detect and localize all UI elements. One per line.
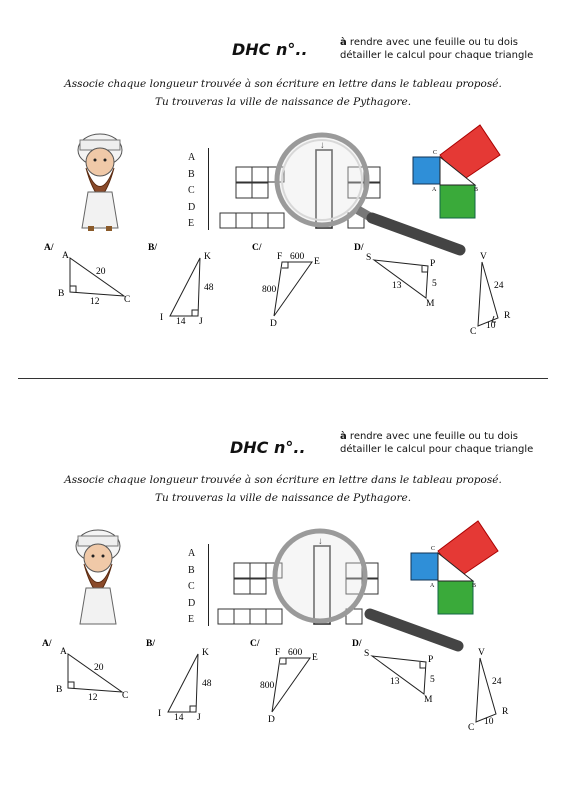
vertex-p-2: P [428,655,434,665]
vertex-c-2: C [122,691,129,701]
row-label-d: D [188,201,196,213]
vertex-a: A [62,251,69,261]
vertex-c2: C [470,327,477,337]
worksheet-top [0,0,566,380]
vertex-f: F [277,252,283,262]
pythagoras-squares-diagram-2 [411,521,498,614]
square-label-b-2: B [472,583,477,589]
vertex-i: I [160,313,164,323]
triangle-e [478,262,498,326]
vertex-a-2: A [60,647,67,657]
worksheet-title-2: DHC n°.. [230,438,306,457]
vertex-r-2: R [502,707,509,717]
triangle-d-label-2: D/ [352,639,362,649]
note-line2: détailler le calcul pour chaque triangle [340,50,534,61]
note-line1: rendre avec une feuille ou tu dois [346,37,518,48]
vertex-f-2: F [275,648,281,658]
vertex-r: R [504,311,511,321]
triangle-b-label: B/ [148,243,157,253]
square-label-c: C [433,150,438,156]
row-label-e-2: E [188,614,195,625]
vertex-b: B [58,289,65,299]
vertex-d: D [270,319,277,329]
triangle-a-label-2: A/ [42,639,52,649]
note-bold: à [340,37,347,48]
length-rc-2: 10 [484,717,494,727]
length-fd-2: 800 [260,681,275,691]
vertex-v: V [480,252,487,262]
note-line2-2: détailler le calcul pour chaque triangle [340,444,534,455]
vertex-c: C [124,295,131,305]
length-sm: 13 [392,281,402,291]
vertex-b-2: B [56,685,63,695]
square-label-c-2: C [431,546,436,552]
worksheet-graphics-bottom [0,400,566,780]
length-fe: 600 [290,252,305,262]
vertex-e-2: E [312,653,318,663]
vertex-k-2: K [202,648,209,658]
square-label-b: B [474,187,479,193]
instruction-line2-2: Tu trouveras la ville de naissance de Pythagore. [154,492,412,504]
triangle-c [274,262,312,316]
vertex-i-2: I [158,709,162,719]
row-label-e: E [188,218,195,229]
row-label-c-2: C [188,581,195,592]
instruction-line1-2: Associe chaque longueur trouvée à son écriture en lettre dans le tableau proposé. [64,474,502,486]
length-ac: 20 [96,267,106,277]
worksheet-bottom [0,400,566,780]
pythagoras-illustration-2 [76,530,120,624]
length-vr: 24 [494,281,504,291]
length-bc-2: 12 [88,693,98,703]
vertex-m: M [426,299,435,309]
vertex-e: E [314,257,320,267]
length-ij: 14 [176,317,186,327]
note-bold-2: à [340,431,347,442]
row-label-a-2: A [188,548,196,559]
triangle-a-label: A/ [44,243,54,253]
vertex-s: S [366,253,372,263]
triangle-c-label-2: C/ [250,639,260,649]
length-fd: 800 [262,285,277,295]
row-label-b-2: B [188,564,195,576]
square-label-a-2: A [430,583,435,589]
triangle-d [374,260,428,298]
vertex-m-2: M [424,695,433,705]
cut-line [18,378,548,379]
length-bc: 12 [90,297,100,307]
triangle-c-label: C/ [252,243,262,253]
instruction-line2: Tu trouveras la ville de naissance de Pythagore. [154,96,412,108]
pythagoras-squares-diagram [413,125,500,218]
instruction-line1: Associe chaque longueur trouvée à son écriture en lettre dans le tableau proposé. [64,78,502,90]
vertex-j: J [199,317,203,327]
vertex-d-2: D [268,715,275,725]
length-ac-2: 20 [94,663,104,673]
length-rc: 10 [486,321,496,331]
blue-square [413,157,440,184]
pythagoras-illustration [78,134,122,231]
triangle-a [70,258,124,296]
vertex-p: P [430,259,436,269]
length-vr-2: 24 [492,677,502,687]
length-sm-2: 13 [390,677,400,687]
worksheet-graphics-top [0,0,566,380]
vertex-s-2: S [364,649,370,659]
worksheet-title: DHC n°.. [232,40,308,59]
triangle-b [170,258,200,316]
vertex-v-2: V [478,648,485,658]
length-pm: 5 [432,279,437,289]
row-label-d-2: D [188,597,196,609]
row-label-a: A [188,152,196,163]
row-label-b: B [188,168,195,180]
length-fe-2: 600 [288,648,303,658]
green-square [440,185,475,218]
length-kj-2: 48 [202,679,212,689]
note-line1-2: rendre avec une feuille ou tu dois [346,431,518,442]
vertex-k: K [204,252,211,262]
triangle-b-label-2: B/ [146,639,155,649]
length-pm-2: 5 [430,675,435,685]
vertex-j-2: J [197,713,201,723]
triangle-d-label: D/ [354,243,364,253]
vertex-c3: C [468,723,475,733]
square-label-a: A [432,187,437,193]
length-kj: 48 [204,283,214,293]
row-label-c: C [188,185,195,196]
length-ij-2: 14 [174,713,184,723]
